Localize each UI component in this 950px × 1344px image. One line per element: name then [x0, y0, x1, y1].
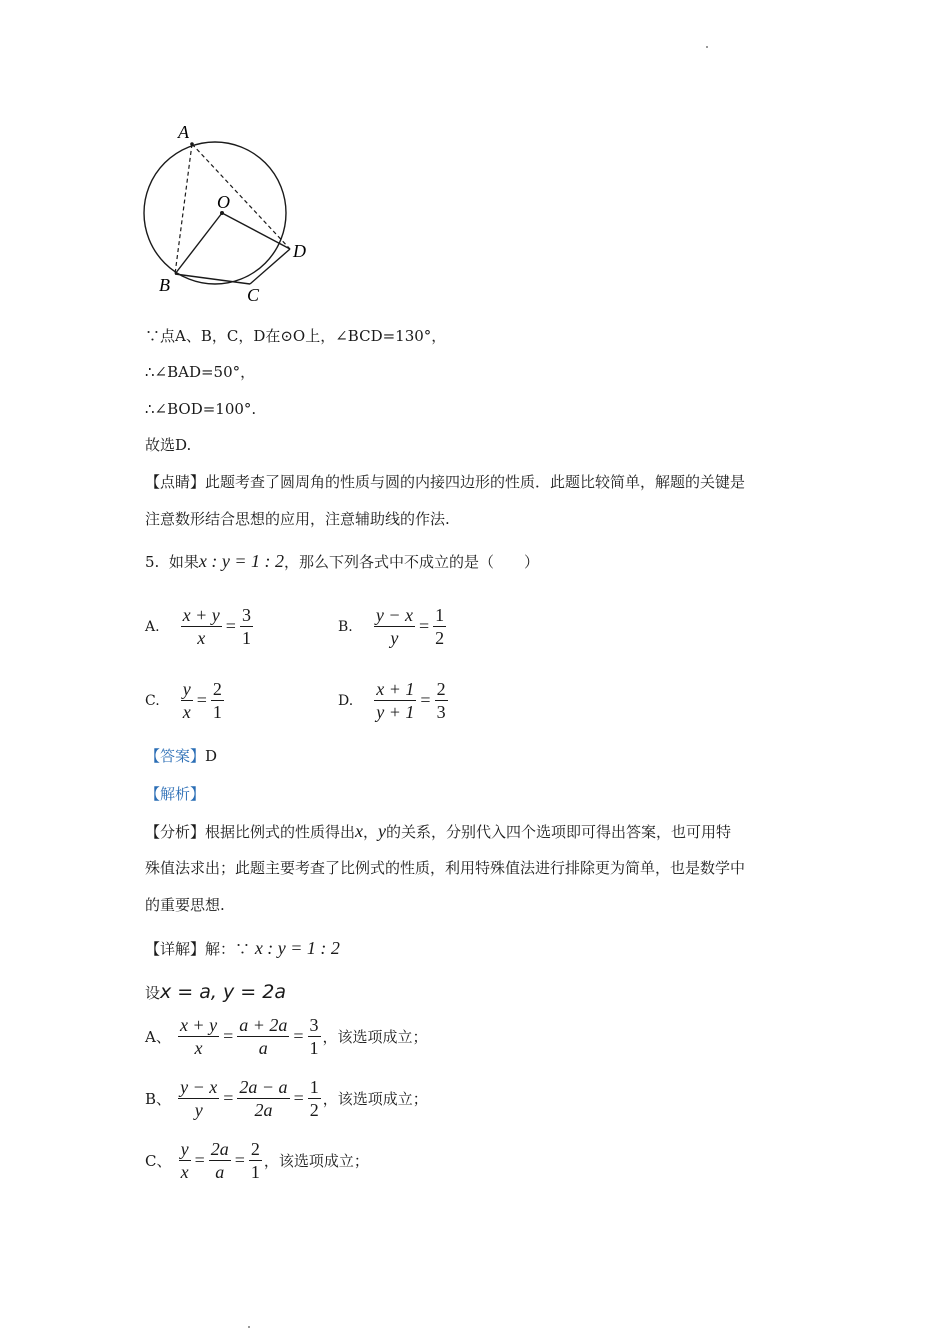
equals: =	[293, 1026, 304, 1046]
circle-figure	[130, 115, 330, 310]
analysis-line-3: 的重要思想.	[145, 896, 225, 914]
step-b-d3: 2	[309, 1100, 319, 1120]
option-a-label: A.	[145, 618, 160, 635]
step-b-d2: 2a	[254, 1100, 273, 1120]
analysis-sep: ，	[363, 823, 379, 841]
detail-step-b	[145, 1076, 428, 1121]
segment-cd	[250, 249, 290, 284]
option-d-den: y + 1	[376, 702, 415, 722]
step-c-f2	[209, 1138, 231, 1183]
step-b-label: B、	[145, 1090, 172, 1108]
step-b-f1	[178, 1076, 219, 1121]
comment-text-1: 此题考查了圆周角的性质与圆的内接四边形的性质．此题比较简单，解题的关键是	[205, 473, 746, 491]
label-d: D	[293, 241, 306, 261]
option-d[interactable]	[338, 678, 450, 723]
step-c-d2: a	[215, 1162, 225, 1182]
detail-set-prefix: 设	[145, 984, 161, 1002]
step-a-f1	[178, 1014, 219, 1059]
detail-intro: 解：∵	[205, 940, 251, 958]
analysis-line-2: 殊值法求出；此题主要考查了比例式的性质，利用特殊值法进行排除更为简单，也是数学中	[145, 859, 746, 877]
circle-o	[144, 142, 286, 284]
equals: =	[196, 690, 207, 710]
proof-line-2: ∴∠BAD=50°，	[145, 363, 256, 381]
equals: =	[418, 616, 430, 636]
proof-line-1: ∵点A、B，C，D在⊙O上，∠BCD=130°，	[145, 327, 447, 345]
option-a-num: x + y	[182, 605, 220, 625]
step-c-d1: x	[180, 1162, 189, 1182]
step-a-n3: 3	[309, 1015, 319, 1035]
equals: =	[420, 690, 431, 710]
step-a-tail: ，该选项成立；	[322, 1028, 428, 1046]
option-c-rden: 1	[212, 702, 222, 722]
detail-set-expr: x = a, y = 2a	[160, 981, 286, 1003]
label-c: C	[247, 285, 260, 305]
detail-step-a	[145, 1014, 428, 1059]
option-a[interactable]	[145, 604, 255, 649]
label-b: B	[159, 275, 170, 295]
step-c-n1: y	[180, 1139, 189, 1159]
answer-value: D	[205, 747, 218, 765]
step-c-f1	[179, 1138, 191, 1183]
comment-line-2: 注意数形结合思想的应用，注意辅助线的作法.	[145, 510, 450, 528]
step-c-f3	[249, 1138, 262, 1183]
option-c-rhs	[211, 678, 224, 723]
option-a-rnum: 3	[241, 605, 251, 625]
step-b-tail: ，该选项成立；	[322, 1090, 428, 1108]
question-prefix: 如果	[168, 553, 199, 571]
option-a-rhs	[240, 604, 253, 649]
detail-step-c	[145, 1138, 369, 1183]
analysis-line-1	[145, 821, 731, 842]
option-a-lhs	[181, 604, 222, 649]
equals: =	[223, 1026, 234, 1046]
detail-set-line	[145, 982, 286, 1003]
analysis-text-1b: 的关系，分别代入四个选项即可得出答案，也可用特	[386, 823, 732, 841]
equals: =	[194, 1150, 205, 1170]
step-c-label: C、	[145, 1152, 172, 1170]
step-a-d2: a	[258, 1038, 268, 1058]
option-a-rden: 1	[241, 628, 251, 648]
step-b-n1: y − x	[180, 1077, 218, 1097]
detail-condition: x : y = 1 : 2	[254, 938, 340, 958]
option-b-den: y	[390, 628, 399, 648]
step-c-n2: 2a	[210, 1139, 229, 1159]
step-b-n3: 1	[309, 1077, 319, 1097]
step-c-d3: 1	[250, 1162, 260, 1182]
option-d-rden: 3	[436, 702, 446, 722]
step-b-f2	[237, 1076, 289, 1121]
analysis-fx-tag: 【分析】	[145, 823, 206, 841]
step-a-d3: 1	[309, 1038, 319, 1058]
corner-dot-top	[706, 46, 708, 48]
equals: =	[225, 616, 236, 636]
detail-line	[145, 938, 340, 959]
question-5	[145, 551, 539, 572]
step-b-n2: 2a − a	[239, 1077, 288, 1097]
option-c-num: y	[182, 679, 191, 699]
equals: =	[293, 1088, 304, 1108]
step-a-n2: a + 2a	[239, 1015, 288, 1035]
analysis-var-x: x	[355, 821, 364, 841]
option-b-rnum: 1	[435, 605, 445, 625]
proof-line-4: 故选D.	[145, 436, 192, 454]
step-c-n3: 2	[250, 1139, 260, 1159]
corner-dot-bottom	[248, 1326, 250, 1328]
detail-tag: 【详解】	[145, 940, 206, 958]
option-d-rnum: 2	[436, 679, 446, 699]
step-b-d1: y	[194, 1100, 203, 1120]
option-b-lhs	[374, 604, 415, 649]
option-c-den: x	[182, 702, 191, 722]
option-b-rhs	[433, 604, 446, 649]
comment-line-1	[145, 472, 745, 492]
step-a-f2	[237, 1014, 289, 1059]
answer-tag: 【答案】	[145, 747, 206, 765]
step-b-f3	[308, 1076, 321, 1121]
label-o: O	[217, 192, 230, 212]
step-c-tail: ，该选项成立；	[263, 1152, 369, 1170]
step-a-f3	[308, 1014, 321, 1059]
option-c-label: C.	[145, 692, 160, 709]
option-d-label: D.	[338, 692, 354, 709]
equals: =	[234, 1150, 245, 1170]
equals: =	[223, 1088, 234, 1108]
option-c[interactable]	[145, 678, 226, 723]
analysis-var-y: y	[378, 821, 387, 841]
option-d-lhs	[374, 678, 416, 723]
step-a-label: A、	[145, 1028, 171, 1046]
option-b-rden: 2	[435, 628, 445, 648]
answer-line	[145, 746, 217, 766]
option-c-rnum: 2	[212, 679, 222, 699]
comment-tag: 【点睛】	[145, 473, 206, 491]
segment-bc	[175, 274, 250, 284]
point-a	[190, 142, 194, 146]
option-b-num: y − x	[375, 605, 413, 625]
option-a-den: x	[197, 628, 206, 648]
option-b[interactable]	[338, 604, 448, 649]
question-condition: x : y = 1 : 2	[198, 551, 284, 571]
step-a-d1: x	[194, 1038, 203, 1058]
question-number: 5.	[145, 553, 160, 571]
option-d-rhs	[435, 678, 448, 723]
proof-line-3: ∴∠BOD=100°.	[145, 400, 257, 418]
option-c-lhs	[181, 678, 193, 723]
analysis-text-1a: 根据比例式的性质得出	[205, 823, 356, 841]
option-d-num: x + 1	[376, 679, 415, 699]
question-suffix: ，那么下列各式中不成立的是（ ）	[284, 553, 540, 571]
label-a: A	[178, 122, 189, 142]
step-a-n1: x + y	[179, 1015, 218, 1035]
option-b-label: B.	[338, 618, 353, 635]
analysis-tag: 【解析】	[145, 785, 206, 803]
segment-od	[222, 213, 290, 249]
